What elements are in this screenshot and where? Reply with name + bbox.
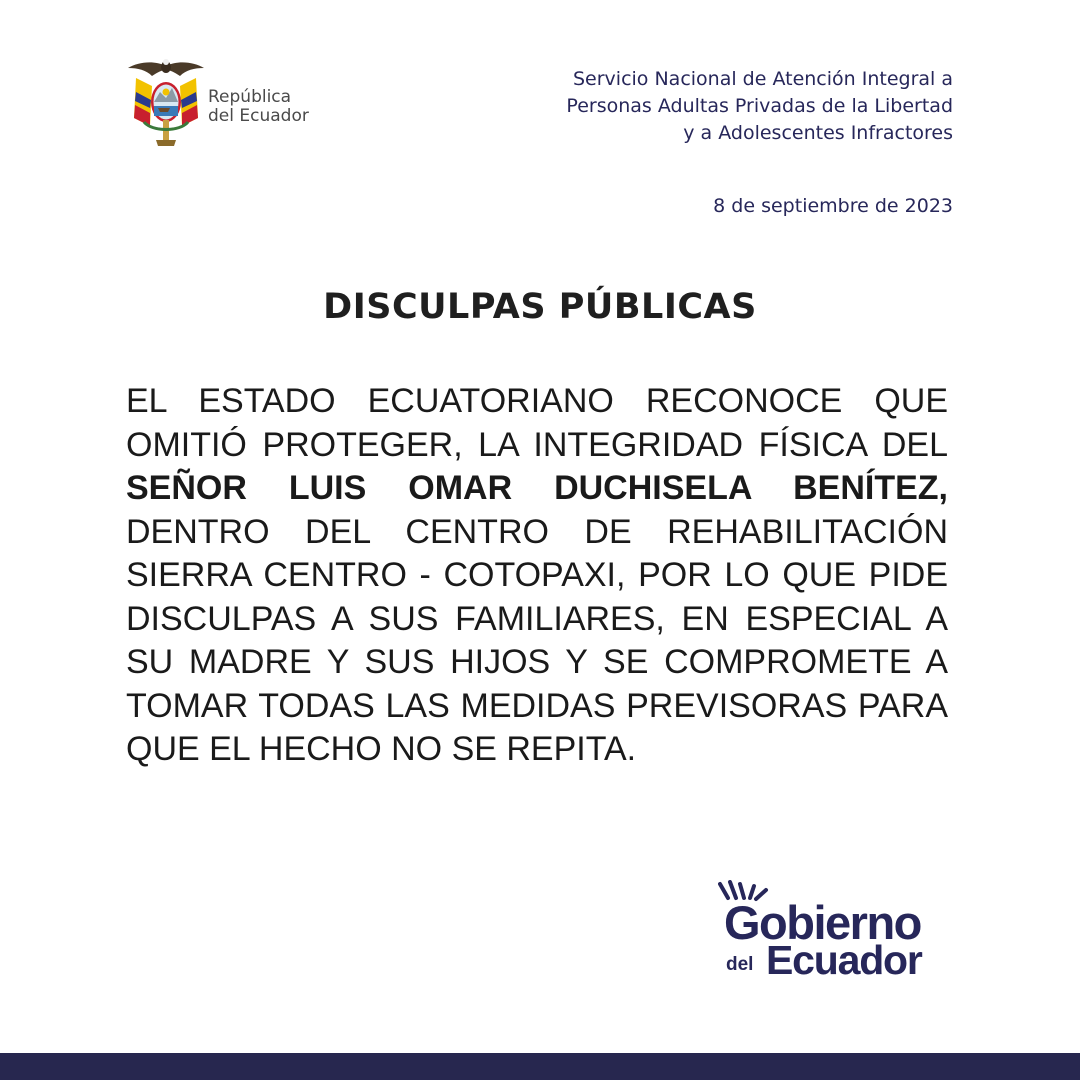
institution-line-1: Servicio Nacional de Atención Integral a [572,68,953,90]
institution-line-2: Personas Adultas Privadas de la Libertad [566,95,953,117]
statement-person-name: SEÑOR LUIS OMAR DUCHISELA BENÍTEZ, [126,469,948,507]
page-title: DISCULPAS PÚBLICAS [323,287,757,327]
del-word: del [726,954,754,975]
ecuador-word: Ecuador [766,937,922,983]
apology-statement [126,380,948,772]
republica-line-1: República [208,87,292,107]
statement-intro: EL ESTADO ECUATORIANO RECONOCE QUE OMITIÓ PROTEGER, LA INTEGRIDAD FÍSICA DEL [126,382,948,464]
republica-wordmark [208,88,328,126]
statement-rest: DENTRO DEL CENTRO DE REHABILITACIÓN SIERRA CENTRO - COTOPAXI, POR LO QUE PIDE DISCULPAS A SUS FAMILIARES, EN ESPECIAL A SU MADRE Y SUS HIJOS Y SE COMPROMETE A TOMAR TODAS LAS MEDIDAS PREVISORAS PARA QUE EL HECHO NO SE REPITA. [126,512,948,768]
gobierno-word: Gobierno [724,896,921,949]
coat-of-arms-icon [124,56,208,148]
republica-line-2: del Ecuador [208,106,309,126]
gobierno-del-ecuador-logo [712,878,942,983]
coat-of-arms-emblem [124,56,208,148]
notice-date: 8 de septiembre de 2023 [713,195,953,217]
bottom-color-bar [0,1053,1080,1080]
institution-name [433,66,953,147]
institution-line-3: y a Adolescentes Infractores [683,122,953,144]
